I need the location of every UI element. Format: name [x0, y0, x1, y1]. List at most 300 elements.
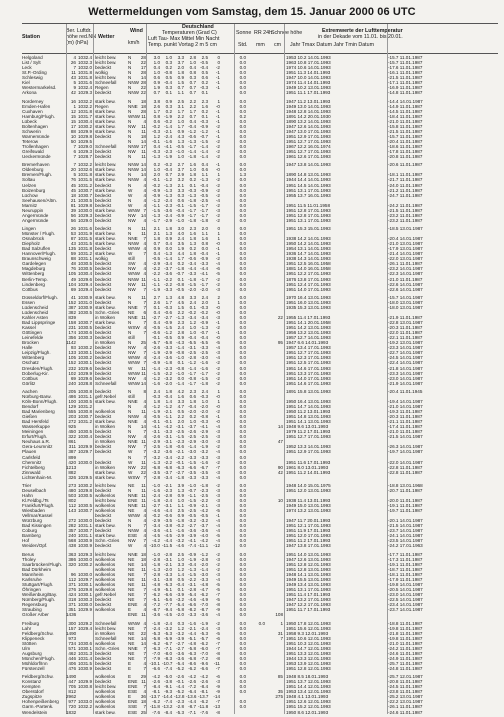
dew-point: -13.2 — [162, 704, 173, 710]
station-height: 357 — [68, 528, 76, 534]
weather: bedeckt — [95, 281, 112, 287]
sunshine: 0.0 — [239, 679, 246, 685]
temp-mean: 0.2 — [189, 177, 196, 183]
temp-min: -1.7 — [200, 276, 208, 282]
wind-direction: N — [128, 70, 132, 76]
dew-point: -5.0 — [164, 674, 172, 680]
station-height: 240 — [68, 533, 76, 539]
temp-min: 1.1 — [201, 172, 208, 178]
snow-depth: 1 — [280, 620, 283, 626]
header-hoehe: Ber. Luftdr. — [66, 28, 92, 34]
extreme-min: -17.7 11.01.1987 — [388, 551, 423, 557]
extreme-min: -21.0 11.01.1987 — [388, 276, 423, 282]
air-temp: -1.9 — [152, 350, 160, 356]
temp-mean: -8.6 — [188, 660, 196, 666]
temp-max: 2.4 — [177, 236, 184, 242]
air-temp: -0.2 — [152, 123, 160, 129]
extreme-max: 1951 11.5 11.01.1958 — [286, 202, 331, 208]
temp-min: 0.4 — [201, 162, 208, 168]
temp-min: -0.2 — [200, 310, 208, 315]
temp-mean: -3.3 — [188, 612, 196, 618]
station-name: Lüdenscheid — [22, 310, 49, 315]
wind-direction: E — [128, 660, 132, 666]
sunshine: 0.0 — [239, 645, 246, 651]
wind-speed: 11 — [141, 281, 146, 287]
wind-speed: 7 — [143, 236, 146, 242]
air-temp: 0.4 — [153, 65, 160, 71]
temp-min: -3.2 — [200, 449, 208, 455]
temp-min: -1.7 — [200, 212, 208, 218]
extreme-min: -19.3 11.01.1987 — [388, 409, 423, 415]
extreme-min: -20.5 14.01.1987 — [388, 587, 423, 593]
station-name: Lüdenscheid — [22, 304, 49, 310]
temp-mean: -3.0 — [188, 449, 196, 455]
pressure: 1030.3 — [78, 597, 93, 603]
wind-speed: 4 — [143, 419, 146, 425]
sunshine: 0.0 — [239, 620, 246, 626]
wind-direction: N — [128, 138, 132, 144]
weather: wolkig — [95, 70, 108, 76]
wind-direction: N — [128, 55, 132, 60]
extreme-max: 1979 11.2 17.01.1993 — [286, 429, 331, 435]
sunshine: 0.0 — [239, 123, 246, 129]
dew-point: 1.3 — [165, 294, 172, 300]
station-name: Wittenberg — [22, 355, 45, 361]
pressure: 1030.4 — [78, 271, 93, 277]
temp-mean: -13.6 — [186, 694, 197, 700]
air-temp: -2.8 — [152, 571, 160, 577]
extreme-max: 1974 11.4 14.01.1993 — [286, 80, 331, 86]
station-height: 10 — [70, 133, 76, 139]
station-name: Weißenburg/Bay. — [22, 592, 58, 598]
station-height: 371 — [68, 582, 76, 587]
weather: bedeckt — [95, 345, 112, 351]
pressure: 1031.5 — [78, 177, 93, 183]
dew-point: -1.3 — [164, 182, 172, 188]
station-height: 69 — [70, 286, 76, 292]
station-height: 81 — [70, 202, 76, 208]
wind-direction: NNW — [128, 241, 139, 247]
extreme-max: 1951 12.7 17.01.1993 — [286, 149, 331, 155]
air-temp: -2.6 — [152, 679, 160, 685]
extreme-min: -18.6 11.01.1987 — [388, 143, 423, 149]
temp-mean: 1.8 — [189, 236, 196, 242]
wind-speed: 4 — [143, 182, 146, 188]
air-temp: -1.2 — [152, 197, 160, 203]
air-temp: -2.6 — [152, 345, 160, 351]
weather: in Wolken — [95, 424, 116, 430]
wind-direction: NNE — [128, 551, 138, 557]
dew-point: -2.8 — [164, 551, 172, 557]
air-temp: 0.6 — [153, 118, 160, 124]
sunshine: 0.0 — [239, 493, 246, 499]
wind-direction: NNW — [128, 414, 139, 420]
station-height: 49 — [70, 276, 76, 282]
extreme-max: 1951 11.9 17.01.1993 — [286, 528, 331, 534]
wind-speed: 7 — [143, 592, 146, 598]
weather: bedeckt — [95, 133, 112, 139]
station-name: Lübeck — [22, 118, 37, 124]
station-height: 363 — [68, 551, 76, 557]
air-temp: -8.4 — [152, 684, 160, 690]
wind-direction: N — [128, 518, 132, 524]
air-temp: 1.0 — [153, 167, 160, 173]
temp-max: 2.1 — [177, 182, 184, 188]
header-dt-group: Deutschland — [182, 24, 214, 30]
temp-min: -1.7 — [200, 202, 208, 208]
temp-max: -2.1 — [176, 449, 184, 455]
station-height: 503 — [68, 493, 76, 499]
temp-max: 2.2 — [177, 113, 184, 119]
wind-speed: 7 — [143, 286, 146, 292]
air-temp: 1.9 — [153, 85, 160, 91]
station-name: Konstanz — [22, 679, 42, 685]
temp-mean: -1.5 — [188, 459, 196, 465]
sunshine: 0.0 — [239, 419, 246, 425]
wind-direction: NE — [128, 587, 135, 593]
weather: in Wolken — [95, 315, 116, 321]
dew-point: -4.1 — [164, 528, 172, 534]
air-temp: -0.2 — [152, 513, 160, 519]
station-height: 705 — [68, 684, 76, 690]
header-extreme-cols: Jahr Tmax Datum Jahr Tmin Datum — [290, 42, 374, 48]
extreme-min: -23.7 14.01.1987 — [388, 528, 423, 534]
air-temp: -8.7 — [152, 607, 160, 613]
sunshine: 0.0 — [239, 241, 246, 247]
sunshine: 0.0 — [239, 630, 246, 636]
wind-speed: 14 — [140, 640, 146, 646]
wind-direction: WNW — [128, 370, 140, 376]
dew-point: -3.1 — [164, 503, 172, 509]
temp-max: -1.8 — [176, 474, 184, 480]
wind-speed: 7 — [143, 449, 146, 455]
temp-night: -2 — [215, 620, 220, 626]
wind-speed: 11 — [141, 493, 146, 499]
temp-night: -0 — [215, 335, 220, 341]
station-name: Bad Kissingen — [22, 523, 52, 529]
station-height: 48 — [70, 261, 76, 267]
wind-speed: 11 — [141, 487, 146, 493]
dew-point: 0.0 — [165, 246, 172, 252]
weather: stark bew. — [95, 474, 116, 480]
temp-max: 4.0 — [177, 231, 184, 237]
wind-speed: 4 — [143, 434, 146, 440]
extreme-max: 1951 15.6 12.01.1993 — [286, 625, 331, 631]
temp-night: -3 — [215, 487, 220, 493]
sunshine: 0.0 — [239, 561, 246, 567]
extreme-max: 1950 8.6 12.01.1993 — [286, 709, 329, 715]
temp-min: -3.7 — [200, 523, 208, 529]
extreme-max: 1948 9.6 13.01.1993 — [286, 424, 329, 430]
pressure: 1030.5 — [78, 310, 93, 315]
temp-night: -2 — [215, 143, 220, 149]
wind-direction: W — [128, 543, 133, 549]
wind-direction: WNW — [128, 513, 140, 519]
temp-night: -1 — [215, 133, 220, 139]
extreme-max: 1951 13.1 17.01.1993 — [286, 587, 331, 593]
dew-point: -2.2 — [164, 370, 172, 376]
temp-min: -6.0 — [200, 645, 208, 651]
weather: bedeckt — [95, 90, 112, 96]
air-temp: -0.1 — [152, 177, 160, 183]
temp-mean: -4.8 — [188, 640, 196, 646]
extreme-max: 1938 14.2 14.01.1993 — [286, 236, 331, 242]
weather: in Wolken — [95, 464, 116, 470]
extreme-min: -21.4 14.01.1987 — [388, 251, 423, 257]
extreme-min: -25.7 12.01.1987 — [388, 674, 423, 680]
dew-point: -6.7 — [164, 640, 172, 646]
extreme-min: -21.0 13.01.1987 — [388, 241, 423, 247]
temp-night: -4 — [215, 538, 220, 544]
wind-direction: N — [128, 487, 132, 493]
station-height: 568 — [68, 538, 76, 544]
pressure: 1032.2 — [78, 162, 93, 168]
wind-direction: W — [128, 192, 133, 198]
extreme-max: 1951 13.3 17.01.1993 — [286, 370, 331, 376]
sunshine: 0.0 — [239, 65, 246, 71]
wind-speed: 4 — [143, 533, 146, 539]
temp-night: -7 — [215, 699, 220, 705]
station-name: Wasserkuppe — [22, 424, 50, 430]
extreme-min: -20.4 11.01.1987 — [388, 138, 423, 144]
wind-direction: E — [128, 694, 132, 700]
extreme-max: 1951 12.8 12.01.1993 — [286, 665, 331, 671]
snow-depth: 95 — [277, 340, 283, 346]
station-name: Leck — [22, 65, 32, 71]
sunshine: 0.0 — [239, 469, 246, 475]
weather: stark bew. — [95, 123, 116, 129]
dew-point: -8.3 — [164, 655, 172, 661]
pressure: 1029.8 — [78, 202, 93, 208]
temp-night: -0 — [215, 241, 220, 247]
wind-speed: 17 — [140, 143, 146, 149]
pressure: 1031.4 — [78, 655, 93, 661]
station-height: 43 — [70, 75, 76, 81]
dew-point: -7.7 — [164, 602, 172, 608]
temp-mean: 1.0 — [189, 60, 196, 66]
wind-speed: 14 — [140, 212, 146, 218]
extreme-min: -21.5 14.01.1987 — [388, 434, 423, 440]
sunshine: 0.0 — [239, 424, 246, 430]
temp-max: -1.6 — [176, 528, 184, 534]
temp-night: 1 — [217, 98, 220, 104]
pressure: 1028.8 — [78, 380, 93, 386]
temp-night: -2 — [215, 281, 220, 287]
wind-direction: NW — [128, 434, 136, 440]
air-temp: -4.6 — [152, 508, 160, 514]
temp-max: -2.0 — [176, 612, 184, 618]
extreme-max: 1949 13.4 13.01.1993 — [286, 582, 331, 587]
pressure: 1031.1 — [78, 256, 93, 262]
header-hoehe-unit: (m) (hPa) — [66, 40, 89, 46]
header-extreme-sub: in der Dekade vom 11.01. bis 20.01. — [318, 34, 403, 40]
station-height: 129 — [68, 404, 76, 410]
temp-night: -9 — [215, 684, 220, 690]
wind-speed: 7 — [143, 650, 146, 656]
sunshine: 0.0 — [239, 398, 246, 404]
air-temp: 3.8 — [153, 98, 160, 104]
dew-point: 1.0 — [165, 55, 172, 60]
station-name: Ulm — [22, 645, 31, 651]
pressure: 1030.8 — [78, 684, 93, 690]
station-height: 135 — [68, 246, 76, 252]
wind-direction: NNW — [128, 162, 139, 168]
station-height: 450 — [68, 429, 76, 435]
extreme-max: 1950 14.2 14.01.1993 — [286, 241, 331, 247]
weather: bedeckt — [95, 192, 112, 198]
air-temp: -1.1 — [152, 202, 160, 208]
temp-mean: -3.3 — [188, 454, 196, 460]
weather: bedeckt — [95, 655, 112, 661]
dew-point: -7.4 — [164, 665, 172, 671]
wind-direction: N — [128, 98, 132, 104]
temp-night: -1 — [215, 128, 220, 134]
extreme-max: 1951 10.6 12.01.1993 — [286, 635, 331, 641]
pressure: 1030.9 — [78, 294, 93, 300]
station-name: Deuselbach — [22, 487, 47, 493]
temp-night: -2 — [215, 360, 220, 366]
wind-speed: 14 — [140, 561, 146, 567]
temp-mean: 2.3 — [189, 388, 196, 394]
temp-max: 0.5 — [177, 409, 184, 415]
temp-min: -5.7 — [200, 635, 208, 641]
weather: wolkig — [95, 256, 108, 262]
station-height: 320 — [68, 561, 76, 567]
temp-max: -2.8 — [176, 704, 184, 710]
station-height: 276 — [68, 587, 76, 593]
sunshine: 0.0 — [239, 684, 246, 690]
temp-mean: 1.6 — [189, 162, 196, 168]
station-height: 812 — [68, 689, 76, 695]
extreme-max: 1947 13.8 14.01.1993 — [286, 162, 331, 168]
extreme-min: -15.7 11.01.1987 — [388, 55, 423, 60]
wind-direction: still — [128, 335, 135, 341]
dew-point: -4.5 — [164, 533, 172, 539]
temp-max: 2.5 — [177, 98, 184, 104]
temp-mean: -1.4 — [188, 444, 196, 450]
air-temp: -1.1 — [152, 281, 160, 287]
temp-mean: -6.2 — [188, 665, 196, 671]
extreme-min: -18.0 13.01.1987 — [388, 299, 423, 305]
wind-speed: 7 — [143, 538, 146, 544]
temp-min: -2.6 — [200, 679, 208, 685]
temp-min: -4.1 — [200, 271, 208, 277]
wind-direction: N — [128, 429, 132, 435]
dew-point: -9.3 — [164, 689, 172, 695]
pressure: 1029.9 — [78, 679, 93, 685]
pressure: 1031.5 — [78, 236, 93, 242]
air-temp: 0.4 — [153, 320, 160, 326]
extreme-min: -17.3 11.01.1987 — [388, 556, 423, 562]
temp-mean: 1.8 — [189, 172, 196, 178]
temp-min: -3.4 — [200, 315, 208, 321]
air-temp: -3.2 — [152, 454, 160, 460]
extreme-min: -14.4 14.01.1987 — [388, 98, 423, 104]
temp-mean: -2.8 — [188, 355, 196, 361]
air-temp: 2.4 — [153, 388, 160, 394]
air-temp: -4.5 — [152, 533, 160, 539]
wind-speed: 4 — [143, 607, 146, 613]
air-temp: -2.8 — [152, 474, 160, 480]
air-temp: -10.0 — [149, 543, 160, 549]
air-temp: -4.2 — [152, 538, 160, 544]
dew-point: -2.0 — [164, 566, 172, 572]
station-name: Angermünde — [22, 212, 49, 218]
sunshine: 0.0 — [239, 108, 246, 114]
wind-direction: N — [128, 523, 132, 529]
dew-point: 0.5 — [165, 75, 172, 81]
weather: bedeckt — [95, 299, 112, 305]
wind-speed: 14 — [140, 138, 146, 144]
snow-depth: 35 — [277, 689, 283, 695]
weather: bedeckt — [95, 518, 112, 524]
temp-max: 0.1 — [177, 587, 184, 593]
station-name: Schwerin — [22, 128, 41, 134]
pressure: 1030.4 — [78, 434, 93, 440]
temp-min: -3.2 — [200, 518, 208, 524]
temp-mean: 2.2 — [189, 98, 196, 104]
wind-speed: 11 — [141, 498, 146, 504]
temp-mean: -0.6 — [188, 133, 196, 139]
wind-direction: SSE — [128, 704, 138, 710]
wind-speed: 7 — [143, 299, 146, 305]
air-temp: -0.3 — [152, 393, 160, 399]
temp-min: -7.2 — [200, 655, 208, 661]
station-name: Hamburg/Flugh. — [22, 113, 55, 119]
station-name: Düsseldorf/Flugh. — [22, 294, 59, 300]
dew-point: -9.4 — [164, 607, 172, 613]
temp-mean: -6.6 — [188, 464, 196, 470]
wind-speed: 4 — [143, 404, 146, 410]
dew-point: -4.4 — [164, 538, 172, 544]
wind-direction: N — [128, 330, 132, 336]
station-name: Mühldorf/Inn — [22, 660, 48, 666]
extreme-max: 1951 14.6 17.01.1993 — [286, 380, 331, 386]
sunshine: 0.0 — [239, 246, 246, 252]
temp-night: -4 — [215, 261, 220, 267]
extreme-min: -22.5 14.01.1987 — [388, 597, 423, 603]
temp-max: 1.0 — [177, 498, 184, 504]
temp-night: -2 — [215, 217, 220, 223]
temp-min: 1.6 — [201, 236, 208, 242]
temp-min: 2.5 — [201, 55, 208, 60]
air-temp: -1.2 — [152, 404, 160, 410]
station-name: Emden-Hafen — [22, 103, 51, 109]
temp-night: -2 — [215, 154, 220, 160]
header-extreme: Extremwerte der Lufttemperatur — [322, 28, 403, 34]
station-height: 356 — [68, 335, 76, 341]
air-temp: 0.9 — [153, 246, 160, 252]
temp-min: -2.0 — [200, 404, 208, 410]
temp-min: -0.5 — [200, 192, 208, 198]
weather: bedeckt — [95, 226, 112, 232]
temp-min: 0.6 — [201, 75, 208, 81]
wind-speed: 4 — [143, 398, 146, 404]
header-rr-unit: mm — [256, 42, 265, 48]
sunshine: 0.0 — [239, 330, 246, 336]
weather: wolkenlos — [95, 640, 116, 646]
temp-night: 1 — [217, 299, 220, 305]
sunshine: 0.0 — [239, 498, 246, 504]
temp-night: -3 — [215, 350, 220, 356]
temp-min: -4.7 — [200, 587, 208, 593]
extreme-min: -21.5 11.01.1987 — [388, 128, 423, 134]
dew-point: -2.9 — [164, 217, 172, 223]
temp-max: 3.2 — [177, 177, 184, 183]
station-name: Cottbus — [22, 286, 38, 292]
air-temp: -7.0 — [152, 650, 160, 656]
pressure: 1030.0 — [78, 207, 93, 213]
